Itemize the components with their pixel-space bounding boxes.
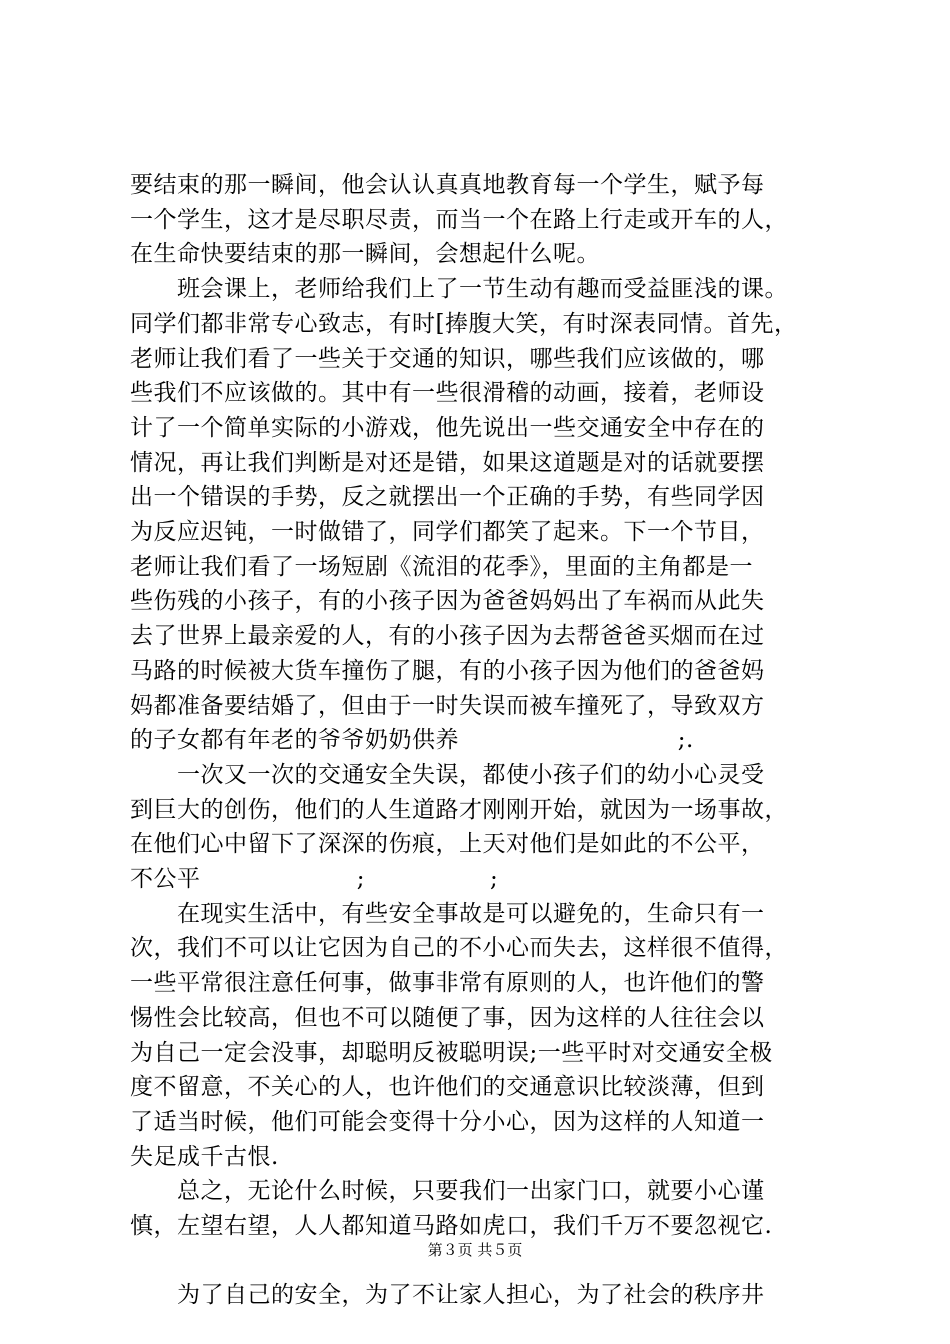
text-line: 一次又一次的交通安全失误，都使小孩子们的幼小心灵受 [130,761,765,788]
text-line: 去了世界上最亲爱的人，有的小孩子因为去帮爸爸买烟而在过 [130,623,765,650]
text-line: 情况，再让我们判断是对还是错，如果这道题是对的话就要摆 [130,449,765,476]
text-line: 要结束的那一瞬间，他会认认真真地教育每一个学生，赋予每 [130,172,765,198]
text-line: 妈都准备要结婚了，但由于一时失误而被车撞死了，导致双方 [130,692,765,719]
text-line: 慎，左望右望，人人都知道马路如虎口，我们千万不要忽视它. [130,1213,773,1239]
text-line: 在生命快要结束的那一瞬间，会想起什么呢。 [130,241,600,268]
text-line: 老师让我们看了一些关于交通的知识，哪些我们应该做的，哪 [130,345,765,372]
page-footer: 第３页 共５页 [427,1241,523,1259]
text-line: 计了一个简单实际的小游戏，他先说出一些交通安全中存在的 [130,414,765,441]
text-line: 为自己一定会没事，却聪明反被聪明误;一些平时对交通安全极 [130,1039,773,1066]
text-line: 出一个错误的手势，反之就摆出一个正确的手势，有些同学因 [130,484,765,511]
text-line: 总之，无论什么时候，只要我们一出家门口，就要小心谨 [130,1178,765,1205]
text-line: 到巨大的创伤，他们的人生道路才刚刚开始，就因为一场事故， [130,796,788,823]
text-line: 为了自己的安全，为了不让家人担心，为了社会的秩序井 [130,1282,765,1309]
text-line: 的子女都有年老的爷爷奶奶供养 ;. [130,727,694,754]
text-line: 在他们心中留下了深深的伤痕，上天对他们是如此的不公平， [130,831,765,858]
text-line: 次，我们不可以让它因为自己的不小心而失去，这样很不值得， [130,935,788,962]
text-line: 度不留意，不关心的人，也许他们的交通意识比较淡薄，但到 [130,1074,765,1101]
text-line: 惕性会比较高，但也不可以随便了事，因为这样的人往往会以 [130,1004,765,1031]
text-line: 些伤残的小孩子，有的小孩子因为爸爸妈妈出了车祸而从此失 [130,588,765,615]
text-line: 了适当时候，他们可能会变得十分小心，因为这样的人知道一 [130,1108,765,1135]
text-line: 马路的时候被大货车撞伤了腿，有的小孩子因为他们的爸爸妈 [130,657,765,684]
text-line: 班会课上，老师给我们上了一节生动有趣而受益匪浅的课。 [130,276,788,303]
text-line: 些我们不应该做的。其中有一些很滑稽的动画，接着，老师设 [130,380,765,407]
text-line: 为反应迟钝，一时做错了，同学们都笑了起来。下一个节目， [130,519,765,545]
text-line: 在现实生活中，有些安全事故是可以避免的，生命只有一 [130,900,765,927]
text-line: 不公平 ; ; [130,866,499,892]
text-line: 一个学生，这才是尽职尽责，而当一个在路上行走或开车的人， [130,206,788,233]
text-line: 老师让我们看了一场短剧《流泪的花季》，里面的主角都是一 [130,553,753,580]
text-line: 同学们都非常专心致志，有时[捧腹大笑，有时深表同情。首先， [130,310,798,337]
text-line: 失足成千古恨. [130,1143,279,1170]
text-line: 一些平常很注意任何事，做事非常有原则的人，也许他们的警 [130,970,765,997]
